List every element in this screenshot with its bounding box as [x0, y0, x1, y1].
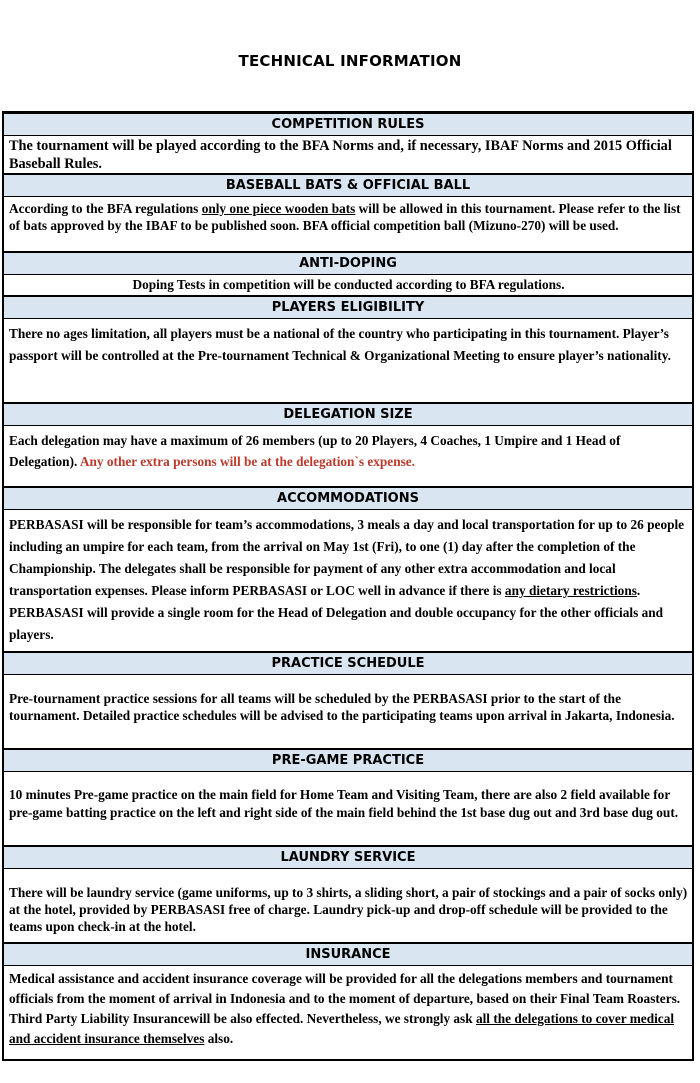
section-body-players-eligibility: [4, 319, 692, 404]
section-body-bats-ball: [4, 197, 692, 253]
section-heading-anti-doping: ANTI-DOPING: [4, 253, 692, 275]
section-body-anti-doping: [4, 275, 692, 297]
section-heading-pre-game-practice: PRE-GAME PRACTICE: [4, 750, 692, 772]
section-heading-accommodations: ACCOMMODATIONS: [4, 488, 692, 510]
section-body-practice-schedule: [4, 675, 692, 750]
section-heading-competition-rules: COMPETITION RULES: [4, 114, 692, 136]
page-title: TECHNICAL INFORMATION: [238, 52, 462, 70]
accommodations-text: PERBASASI will be responsible for team’s accommodations, 3 meals a day and local transportation for up to 26 people including an umpire for each team, from the arrival on May 1st (Fri), to one (1) day after the completion of the Championship. The delegates shall be responsible for payment of any other extra accommodation and local transportation expenses. Please inform PERBASASI or LOC well in advance if there is any dietary restrictions. PERBASASI will provide a single room for the Head of Delegation and double occupancy for the other officials and players.: [9, 517, 685, 642]
section-body-competition-rules: [4, 136, 692, 175]
players-eligibility-text: There no ages limitation, all players must be a national of the country who participating in this tournament. Player’s passport will be controlled at the Pre-tournament Technical & Organizational Meeting to ensure player’s nationality.: [9, 326, 671, 363]
competition-rules-text: The tournament will be played according to the BFA Norms and, if necessary, IBAF Norms and 2015 Official Baseball Rules.: [9, 138, 672, 172]
pre-game-practice-text: 10 minutes Pre-game practice on the main field for Home Team and Visiting Team, there are also 2 field available for pre-game batting practice on the left and right side of the main field behind the 1st base dug out and 3rd base dug out.: [9, 787, 679, 820]
insurance-text: Medical assistance and accident insurance coverage will be provided for all the delegations members and tournament officials from the moment of arrival in Indonesia and to the moment of departure, based on their Final Team Roasters. Third Party Liability Insurancewill be also effected. Nevertheless, we strongly ask all the delegations to cover medical and accident insurance themselves also.: [9, 971, 681, 1046]
extra-persons-expense-note: Any other extra persons will be at the delegation`s expense.: [79, 454, 416, 469]
section-body-laundry-service: [4, 869, 692, 944]
section-heading-players-eligibility: PLAYERS ELIGIBILITY: [4, 297, 692, 319]
section-body-insurance: [4, 966, 692, 1061]
section-heading-delegation-size: DELEGATION SIZE: [4, 404, 692, 426]
technical-info-table: [2, 111, 694, 1061]
section-body-accommodations: [4, 510, 692, 653]
section-body-delegation-size: [4, 426, 692, 488]
bats-ball-text: According to the BFA regulations only one piece wooden bats will be allowed in this tournament. Please refer to the list of bats approved by the IBAF to be published soon. BFA official competition ball (Mizuno-270) will be used.: [9, 201, 681, 233]
wooden-bats-emphasis: only one piece wooden bats: [201, 201, 356, 216]
cover-insurance-emphasis: all the delegations to cover medical and accident insurance themselves: [9, 1011, 675, 1046]
dietary-restrictions-emphasis: any dietary restrictions: [504, 583, 637, 598]
practice-schedule-text: Pre-tournament practice sessions for all teams will be scheduled by the PERBASASI prior to the start of the tournament. Detailed practice schedules will be advised to the participating teams upon arrival in Jakarta, Indonesia.: [9, 691, 675, 723]
section-heading-laundry-service: LAUNDRY SERVICE: [4, 847, 692, 869]
anti-doping-text: Doping Tests in competition will be conducted according to BFA regulations.: [132, 277, 565, 292]
laundry-service-text: There will be laundry service (game uniforms, up to 3 shirts, a sliding short, a pair of stockings and a pair of socks only) at the hotel, provided by PERBASASI free of charge. Laundry pick-up and drop-off schedule will be provided to the teams upon check-in at the hotel.: [9, 885, 688, 934]
section-heading-insurance: INSURANCE: [4, 944, 692, 966]
section-heading-bats-ball: BASEBALL BATS & OFFICIAL BALL: [4, 175, 692, 197]
delegation-size-text: Each delegation may have a maximum of 26 members (up to 20 Players, 4 Coaches, 1 Umpire and 1 Head of Delegation). Any other extra persons will be at the delegation`s expense.: [9, 433, 621, 469]
section-heading-practice-schedule: PRACTICE SCHEDULE: [4, 653, 692, 675]
section-body-pre-game-practice: [4, 772, 692, 847]
